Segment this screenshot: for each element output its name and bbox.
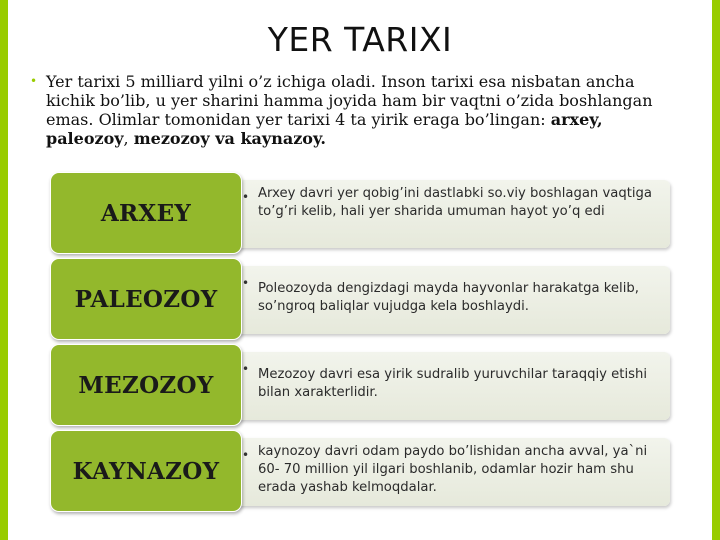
era-description-box xyxy=(230,438,670,506)
era-row-paleozoy xyxy=(50,258,672,338)
era-label-box xyxy=(50,344,242,426)
era-label-box xyxy=(50,172,242,254)
era-description: kaynozoy davri odam paydo bo’lishidan ancha avval, ya`ni 60- 70 million yil ilgari boshlanib, odamlar hozir ham shu erada yashab kelmoqdalar. xyxy=(258,444,648,495)
era-description: Arxey davri yer qobig’ini dastlabki so.viy boshlagan vaqtiga to’g’ri kelib, hali yer sharida umuman hayot yo’q edi xyxy=(258,186,653,219)
slide-title: YER TARIXI xyxy=(267,20,453,59)
bullet-icon: • xyxy=(242,276,250,290)
era-label: KAYNAZOY xyxy=(72,457,220,485)
era-label: MEZOZOY xyxy=(78,371,214,399)
right-accent-bar xyxy=(712,0,720,540)
era-row-mezozoy xyxy=(50,344,672,424)
era-label: ARXEY xyxy=(100,199,192,227)
bullet-icon: • xyxy=(242,190,250,204)
era-label-box xyxy=(50,258,242,340)
era-description: Poleozoyda dengizdagi mayda hayvonlar harakatga kelib, so’ngroq baliqlar vujudga kela boshlaydi. xyxy=(258,281,639,314)
era-label-box xyxy=(50,430,242,512)
era-label: PALEOZOY xyxy=(74,285,218,313)
intro-body: Yer tarixi 5 milliard yilni o’z ichiga oladi. Inson tarixi esa nisbatan ancha kichik bo’lib, u yer sharini hamma joyida ham bir vaqtni o’zida boshlangan emas. Olimlar tomonidan yer tarixi 4 ta yirik eraga bo’lingan: xyxy=(46,72,653,129)
intro-paragraph xyxy=(30,72,682,148)
era-description: Mezozoy davri esa yirik sudralib yuruvchilar taraqqiy etishi bilan xarakterlidir. xyxy=(258,367,648,400)
era-row-kaynazoy xyxy=(50,430,672,510)
intro-era-paleozoy: paleozoy xyxy=(46,129,124,148)
bullet-icon: • xyxy=(242,448,250,462)
era-row-arxey xyxy=(50,172,672,252)
era-description-box xyxy=(230,266,670,334)
bullet-icon: • xyxy=(242,362,250,376)
era-description-box xyxy=(230,180,670,248)
intro-separator: , xyxy=(123,129,134,148)
intro-text xyxy=(42,72,682,148)
left-accent-bar xyxy=(0,0,8,540)
intro-era-arxey: arxey, xyxy=(550,110,603,129)
intro-era-mezozoy-kaynazoy: mezozoy va kaynazoy. xyxy=(133,129,326,148)
bullet-icon: • xyxy=(30,74,38,88)
era-description-box xyxy=(230,352,670,420)
